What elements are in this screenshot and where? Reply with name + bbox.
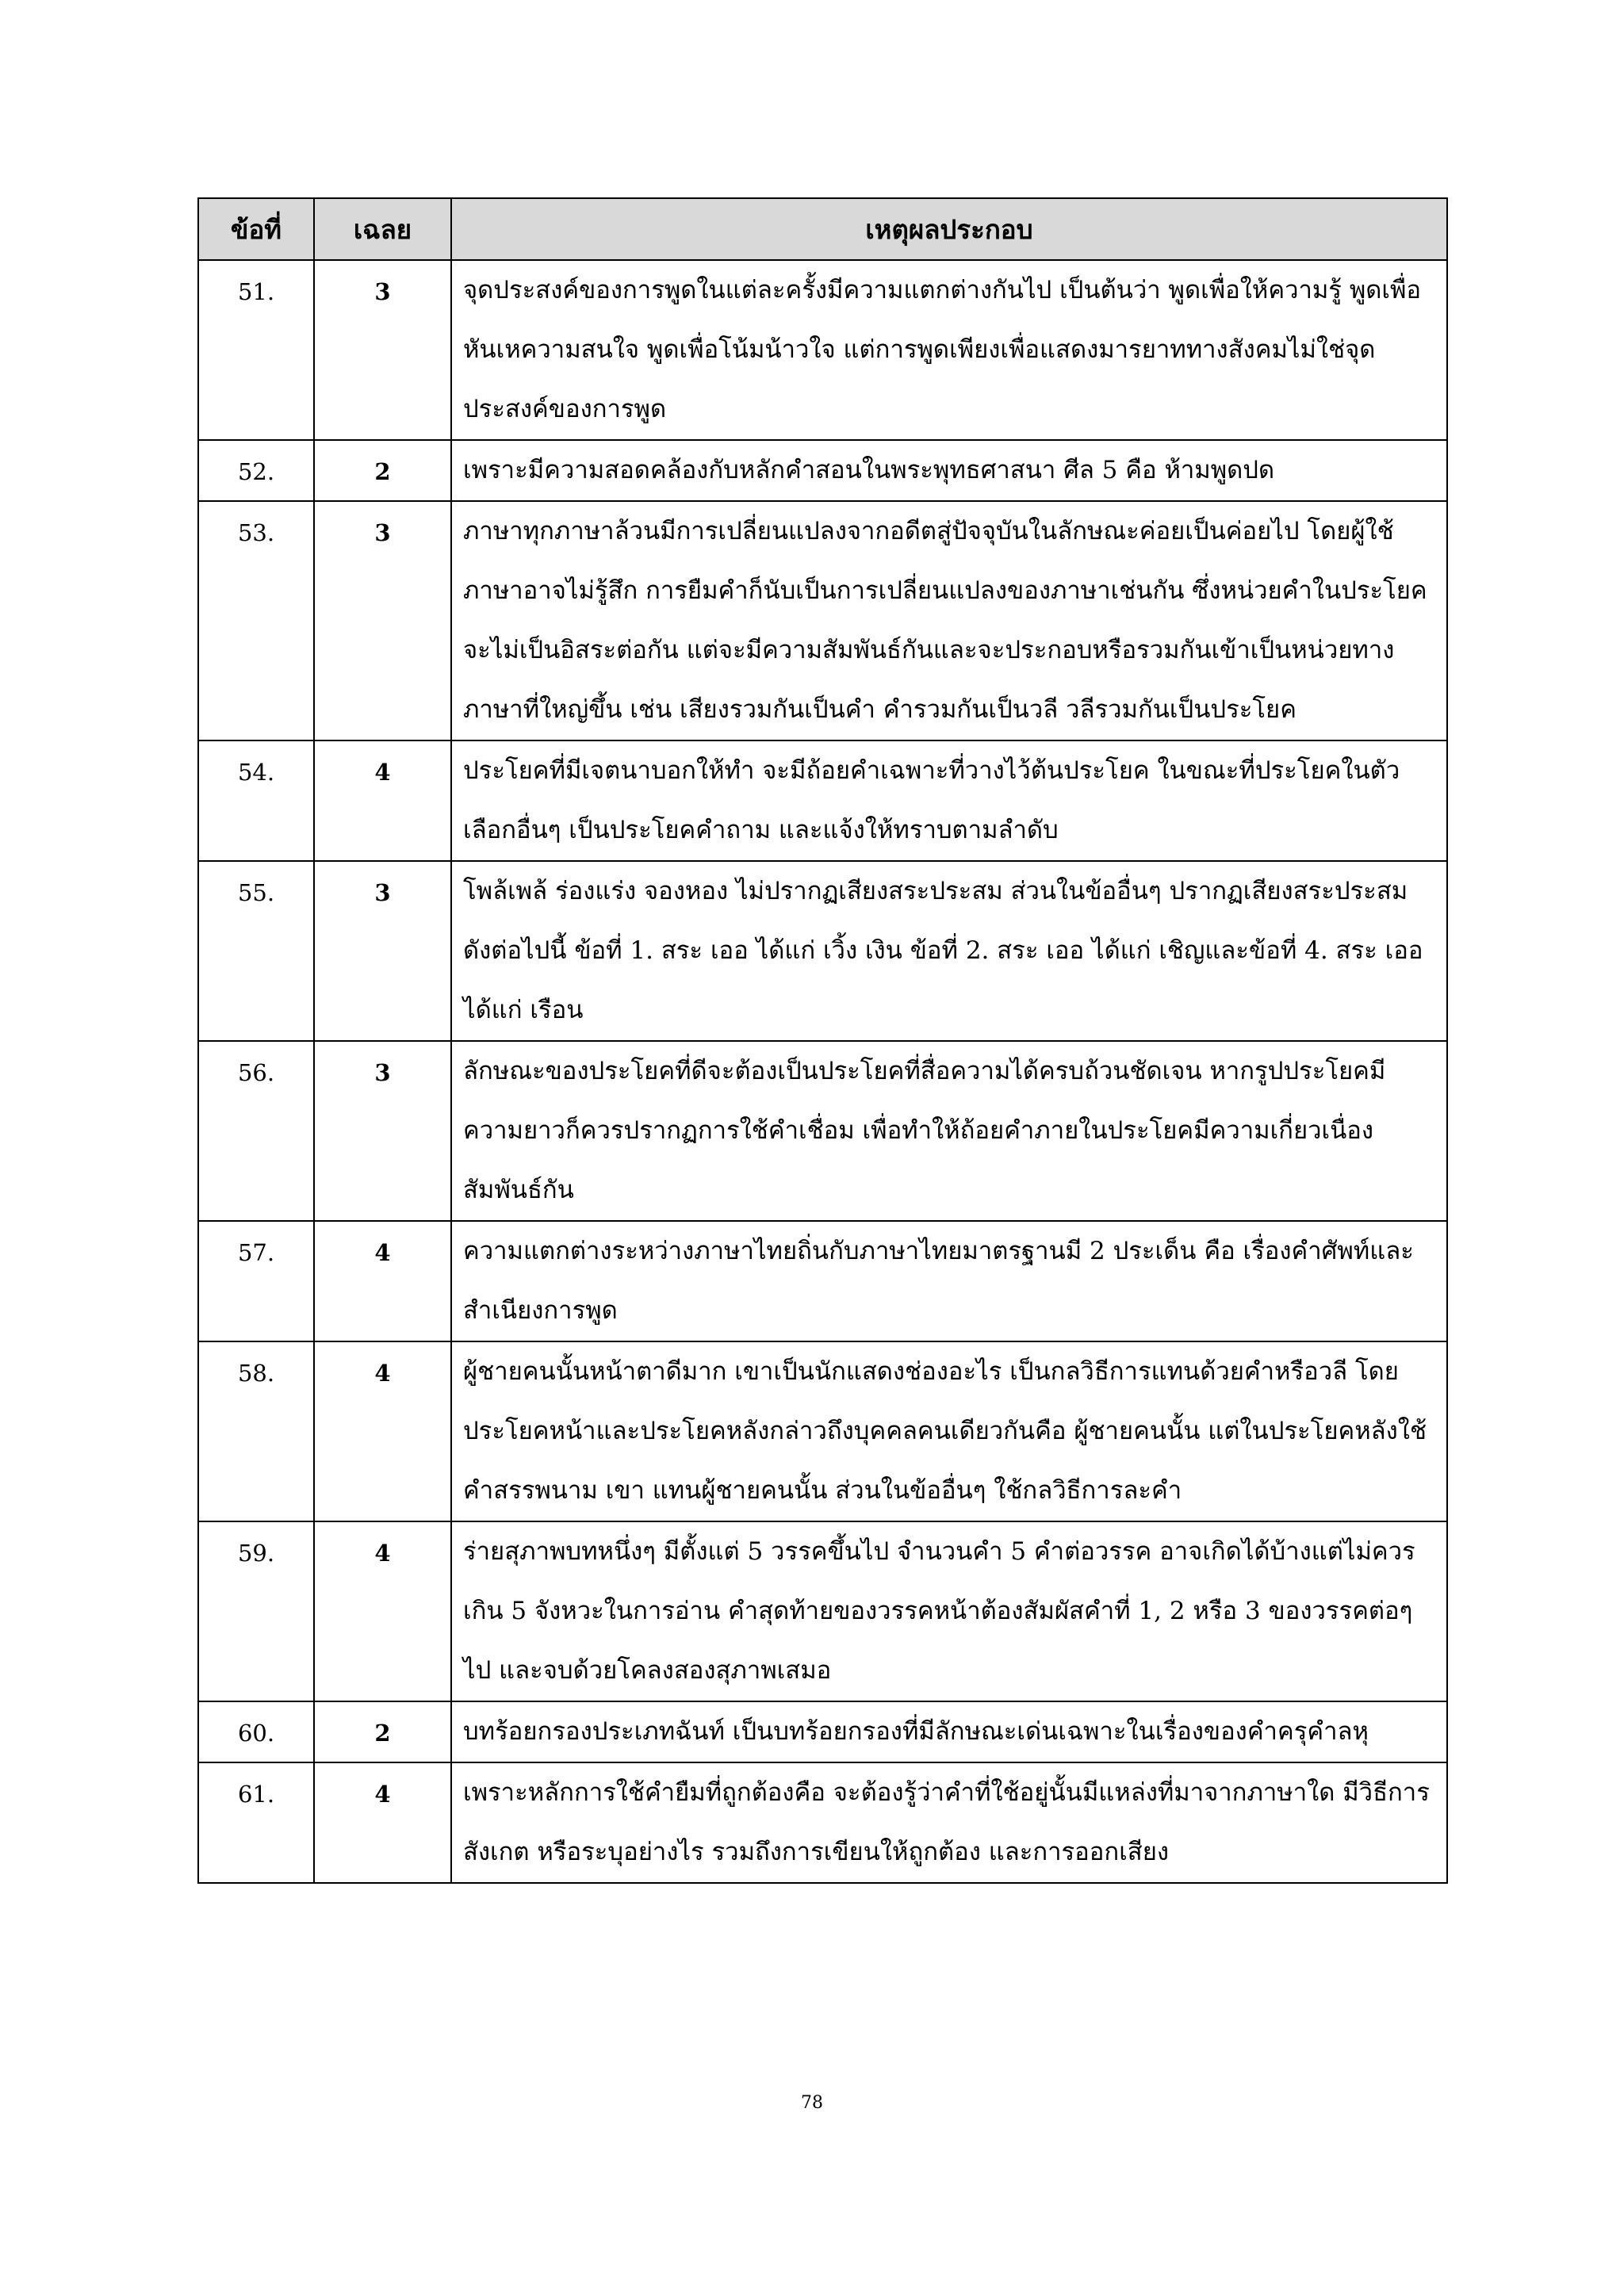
reason-cell: ผู้ชายคนนั้นหน้าตาดีมาก เขาเป็นนักแสดงช่องอะไร เป็นกลวิธีการแทนด้วยคำหรือวลี โดยประโยคหน้าและประโยคหลังกล่าวถึงบุคคลคนเดียวกันคือ ผู้ชายคนนั้น แต่ในประโยคหลังใช้คำสรรพนาม เขา แทนผู้ชายคนนั้น ส่วนในข้ออื่นๆ ใช้กลวิธีการละคำ: [451, 1341, 1447, 1521]
answer-key-table: [197, 197, 1448, 1884]
reason-cell: ร่ายสุภาพบทหนึ่งๆ มีตั้งแต่ 5 วรรคขึ้นไป จำนวนคำ 5 คำต่อวรรค อาจเกิดได้บ้างแต่ไม่ควรเกิน 5 จังหวะในการอ่าน คำสุดท้ายของวรรคหน้าต้องสัมผัสคำที่ 1, 2 หรือ 3 ของวรรคต่อๆ ไป และจบด้วยโคลงสองสุภาพเสมอ: [451, 1521, 1447, 1701]
answer-cell: 2: [314, 440, 451, 501]
table-row: [198, 501, 1447, 740]
question-number-cell: 57.: [198, 1221, 314, 1341]
answer-cell: 3: [314, 260, 451, 440]
answer-cell: 4: [314, 740, 451, 861]
reason-cell: เพราะหลักการใช้คำยืมที่ถูกต้องคือ จะต้องรู้ว่าคำที่ใช้อยู่นั้นมีแหล่งที่มาจากภาษาใด มีวิธีการสังเกต หรือระบุอย่างไร รวมถึงการเขียนให้ถูกต้อง และการออกเสียง: [451, 1762, 1447, 1883]
table-row: [198, 1521, 1447, 1701]
answer-cell: 3: [314, 861, 451, 1041]
header-answer: เฉลย: [314, 198, 451, 260]
answer-cell: 3: [314, 1041, 451, 1221]
question-number-cell: 58.: [198, 1341, 314, 1521]
header-reason: เหตุผลประกอบ: [451, 198, 1447, 260]
question-number-cell: 61.: [198, 1762, 314, 1883]
question-number-cell: 52.: [198, 440, 314, 501]
reason-cell: บทร้อยกรองประเภทฉันท์ เป็นบทร้อยกรองที่มีลักษณะเด่นเฉพาะในเรื่องของคำครุคำลหุ: [451, 1701, 1447, 1762]
table-row: [198, 740, 1447, 861]
question-number-cell: 55.: [198, 861, 314, 1041]
answer-cell: 4: [314, 1341, 451, 1521]
question-number-cell: 51.: [198, 260, 314, 440]
question-number-cell: 60.: [198, 1701, 314, 1762]
answer-cell: 4: [314, 1521, 451, 1701]
reason-cell: ความแตกต่างระหว่างภาษาไทยถิ่นกับภาษาไทยมาตรฐานมี 2 ประเด็น คือ เรื่องคำศัพท์และสำเนียงการพูด: [451, 1221, 1447, 1341]
table-body: [198, 260, 1447, 1883]
answer-cell: 4: [314, 1221, 451, 1341]
reason-cell: ลักษณะของประโยคที่ดีจะต้องเป็นประโยคที่สื่อความได้ครบถ้วนชัดเจน หากรูปประโยคมีความยาวก็ควรปรากฏการใช้คำเชื่อม เพื่อทำให้ถ้อยคำภายในประโยคมีความเกี่ยวเนื่องสัมพันธ์กัน: [451, 1041, 1447, 1221]
table-row: [198, 1762, 1447, 1883]
table-row: [198, 1341, 1447, 1521]
question-number-cell: 54.: [198, 740, 314, 861]
answer-cell: 4: [314, 1762, 451, 1883]
answer-cell: 2: [314, 1701, 451, 1762]
reason-cell: โพล้เพล้ ร่องแร่ง จองหอง ไม่ปรากฏเสียงสระประสม ส่วนในข้ออื่นๆ ปรากฏเสียงสระประสม ดังต่อไปนี้ ข้อที่ 1. สระ เออ ได้แก่ เวิ้ง เงิน ข้อที่ 2. สระ เออ ได้แก่ เชิญและข้อที่ 4. สระ เออ ได้แก่ เรือน: [451, 861, 1447, 1041]
table-row: [198, 440, 1447, 501]
table-row: [198, 1221, 1447, 1341]
header-question-number: ข้อที่: [198, 198, 314, 260]
question-number-cell: 56.: [198, 1041, 314, 1221]
table-row: [198, 260, 1447, 440]
question-number-cell: 59.: [198, 1521, 314, 1701]
reason-cell: เพราะมีความสอดคล้องกับหลักคำสอนในพระพุทธศาสนา ศีล 5 คือ ห้ามพูดปด: [451, 440, 1447, 501]
reason-cell: ภาษาทุกภาษาล้วนมีการเปลี่ยนแปลงจากอดีตสู่ปัจจุบันในลักษณะค่อยเป็นค่อยไป โดยผู้ใช้ภาษาอาจไม่รู้สึก การยืมคำก็นับเป็นการเปลี่ยนแปลงของภาษาเช่นกัน ซึ่งหน่วยคำในประโยคจะไม่เป็นอิสระต่อกัน แต่จะมีความสัมพันธ์กันและจะประกอบหรือรวมกันเข้าเป็นหน่วยทางภาษาที่ใหญ่ขึ้น เช่น เสียงรวมกันเป็นคำ คำรวมกันเป็นวลี วลีรวมกันเป็นประโยค: [451, 501, 1447, 740]
page-number: 78: [801, 2093, 823, 2113]
table-row: [198, 1041, 1447, 1221]
answer-cell: 3: [314, 501, 451, 740]
reason-cell: จุดประสงค์ของการพูดในแต่ละครั้งมีความแตกต่างกันไป เป็นต้นว่า พูดเพื่อให้ความรู้ พูดเพื่อหันเหความสนใจ พูดเพื่อโน้มน้าวใจ แต่การพูดเพียงเพื่อแสดงมารยาททางสังคมไม่ใช่จุดประสงค์ของการพูด: [451, 260, 1447, 440]
reason-cell: ประโยคที่มีเจตนาบอกให้ทำ จะมีถ้อยคำเฉพาะที่วางไว้ต้นประโยค ในขณะที่ประโยคในตัวเลือกอื่นๆ เป็นประโยคคำถาม และแจ้งให้ทราบตามลำดับ: [451, 740, 1447, 861]
table-row: [198, 1701, 1447, 1762]
table-header-row: [198, 198, 1447, 260]
question-number-cell: 53.: [198, 501, 314, 740]
table-row: [198, 861, 1447, 1041]
